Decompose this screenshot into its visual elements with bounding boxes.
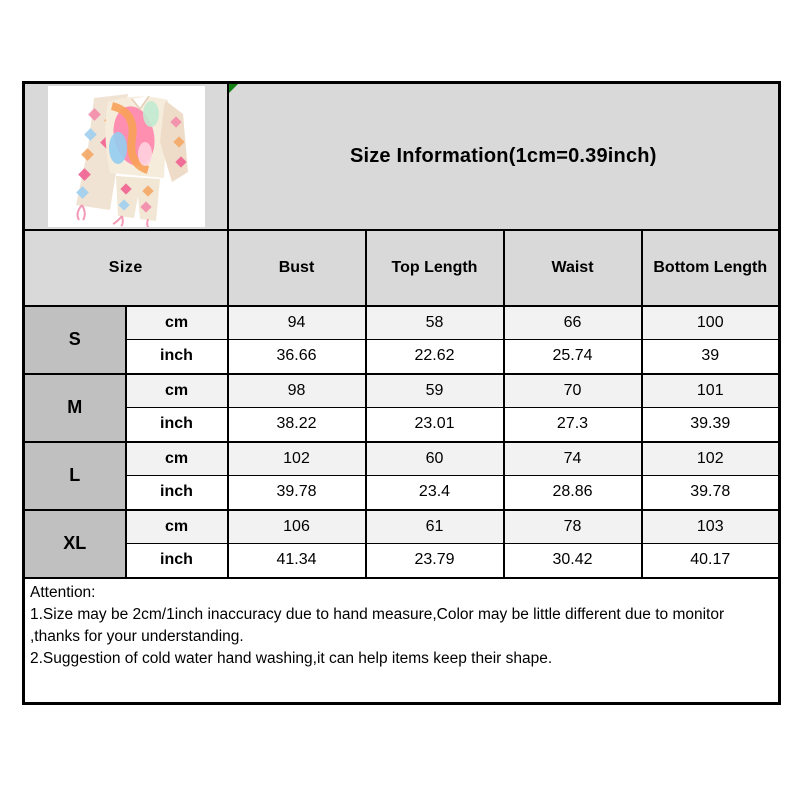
column-header-waist: Waist bbox=[504, 230, 642, 306]
unit-label-inch-xl: inch bbox=[126, 544, 228, 578]
column-header-row bbox=[24, 230, 780, 306]
size-label-l: L bbox=[24, 442, 126, 510]
unit-label-cm-m: cm bbox=[126, 374, 228, 408]
cell-l-inch-1: 23.4 bbox=[366, 476, 504, 510]
pajama-set-illustration bbox=[48, 86, 205, 227]
size-row-l-cm bbox=[24, 442, 780, 476]
unit-label-cm-l: cm bbox=[126, 442, 228, 476]
size-row-m-cm bbox=[24, 374, 780, 408]
excel-corner-marker-icon bbox=[229, 84, 238, 93]
cell-l-inch-2: 28.86 bbox=[504, 476, 642, 510]
attention-row bbox=[24, 578, 780, 704]
cell-l-inch-0: 39.78 bbox=[228, 476, 366, 510]
unit-label-inch-s: inch bbox=[126, 340, 228, 374]
column-header-bust: Bust bbox=[228, 230, 366, 306]
unit-label-cm-s: cm bbox=[126, 306, 228, 340]
size-row-xl-cm bbox=[24, 510, 780, 544]
size-label-xl: XL bbox=[24, 510, 126, 578]
size-chart-table bbox=[22, 81, 781, 705]
cell-l-cm-2: 74 bbox=[504, 442, 642, 476]
cell-s-inch-3: 39 bbox=[642, 340, 780, 374]
product-image-cell bbox=[24, 83, 228, 230]
column-header-bottom-length: Bottom Length bbox=[642, 230, 780, 306]
cell-m-inch-0: 38.22 bbox=[228, 408, 366, 442]
cell-xl-inch-2: 30.42 bbox=[504, 544, 642, 578]
unit-label-cm-xl: cm bbox=[126, 510, 228, 544]
cell-m-cm-1: 59 bbox=[366, 374, 504, 408]
size-label-m: M bbox=[24, 374, 126, 442]
unit-label-inch-l: inch bbox=[126, 476, 228, 510]
cell-xl-cm-3: 103 bbox=[642, 510, 780, 544]
cell-s-inch-0: 36.66 bbox=[228, 340, 366, 374]
column-header-size: Size bbox=[24, 230, 228, 306]
attention-line-2: ,thanks for your understanding. bbox=[30, 627, 244, 645]
cell-s-cm-3: 100 bbox=[642, 306, 780, 340]
cell-m-inch-2: 27.3 bbox=[504, 408, 642, 442]
unit-label-inch-m: inch bbox=[126, 408, 228, 442]
size-row-s-cm bbox=[24, 306, 780, 340]
cell-l-cm-3: 102 bbox=[642, 442, 780, 476]
cell-xl-inch-3: 40.17 bbox=[642, 544, 780, 578]
size-rows bbox=[24, 306, 780, 578]
cell-xl-cm-1: 61 bbox=[366, 510, 504, 544]
attention-line-3: 2.Suggestion of cold water hand washing,it can help items keep their shape. bbox=[30, 649, 553, 667]
cell-s-cm-0: 94 bbox=[228, 306, 366, 340]
size-row-xl-inch bbox=[24, 544, 780, 578]
title-row bbox=[24, 83, 780, 230]
cell-s-cm-2: 66 bbox=[504, 306, 642, 340]
attention-box bbox=[24, 578, 780, 704]
cell-s-inch-1: 22.62 bbox=[366, 340, 504, 374]
product-photo bbox=[48, 86, 205, 227]
size-info-title: Size Information(1cm=0.39inch) bbox=[349, 144, 657, 167]
size-label-s: S bbox=[24, 306, 126, 374]
cell-m-cm-2: 70 bbox=[504, 374, 642, 408]
cell-xl-inch-0: 41.34 bbox=[228, 544, 366, 578]
size-row-m-inch bbox=[24, 408, 780, 442]
cell-xl-cm-0: 106 bbox=[228, 510, 366, 544]
cell-m-cm-3: 101 bbox=[642, 374, 780, 408]
cell-s-inch-2: 25.74 bbox=[504, 340, 642, 374]
column-header-top-length: Top Length bbox=[366, 230, 504, 306]
size-row-s-inch bbox=[24, 340, 780, 374]
attention-line-0: Attention: bbox=[30, 583, 96, 601]
cell-m-inch-1: 23.01 bbox=[366, 408, 504, 442]
size-row-l-inch bbox=[24, 476, 780, 510]
cell-xl-inch-1: 23.79 bbox=[366, 544, 504, 578]
cell-m-inch-3: 39.39 bbox=[642, 408, 780, 442]
attention-line-1: 1.Size may be 2cm/1inch inaccuracy due to hand measure,Color may be little different due to monitor bbox=[30, 605, 725, 623]
size-info-header-cell bbox=[228, 83, 780, 230]
cell-s-cm-1: 58 bbox=[366, 306, 504, 340]
cell-l-cm-0: 102 bbox=[228, 442, 366, 476]
cell-l-inch-3: 39.78 bbox=[642, 476, 780, 510]
cell-xl-cm-2: 78 bbox=[504, 510, 642, 544]
cell-l-cm-1: 60 bbox=[366, 442, 504, 476]
cell-m-cm-0: 98 bbox=[228, 374, 366, 408]
